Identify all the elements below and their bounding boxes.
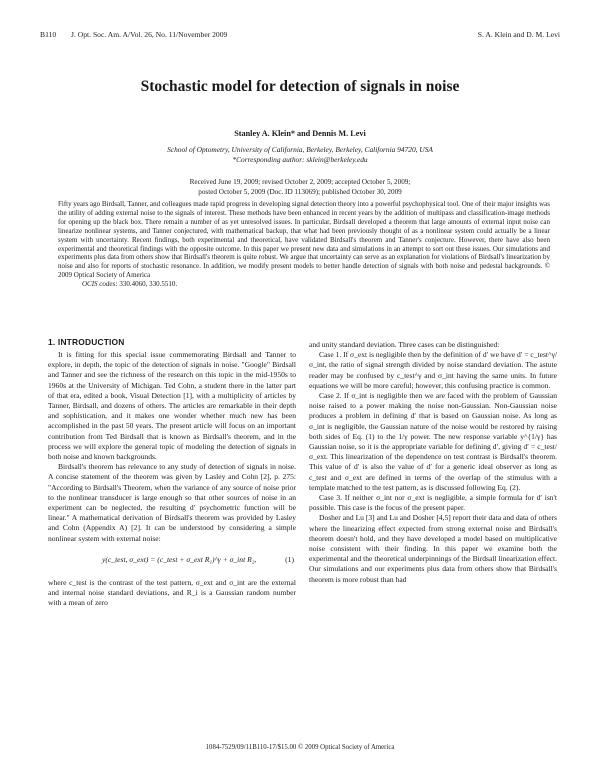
corresponding-author: *Corresponding author: sklein@berkeley.edu	[232, 154, 368, 164]
affiliation: School of Optometry, University of California, Berkeley, Berkeley, California 94720, USA	[167, 145, 433, 154]
equation-number: (1)	[285, 554, 294, 564]
section-heading: 1. INTRODUCTION	[48, 337, 125, 347]
equation-body: y(c_test, σ_ext) = (c_test + σ_ext R₁)^γ + σ_int R₂,	[102, 554, 257, 564]
abstract	[58, 200, 550, 289]
publication-dates	[60, 178, 540, 197]
ocis-label: OCIS codes:	[82, 280, 118, 289]
abstract-text: Fifty years ago Birdsall, Tanner, and colleagues made rapid progress in developing signal detection theory into a powerful psychophysical tool. One of their major insights was the utility of adding external noise to the signals of interest. These methods have been enhanced in recent years by the addition of multipass and classification-image methods for opening up the black box. There remain a number of as yet unresolved issues. In particular, Birdsall developed a theorem that large amounts of external input noise can linearize nonlinear systems, and Tanner conjectured, with mathematical backup, that what had been previously thought of as a nonlinear system could actually be a linear system with uncertainty. Recent findings, both experimental and theoretical, have validated Birdsall's theorem and Tanner's conjecture. However, there have also been experimental and theoretical findings with the opposite outcome. In this paper we present new data and simulations in an attempt to sort out these issues. Our simulations and experiments plus data from others show that Birdsall's theorem is quite robust. We argue that uncertainty can serve as an explanation for violations of Birdsall's linearization by noise and also for reports of stochastic resonance. In addition, we modify present models to better handle detection of signals with both noise and pedestal backgrounds. © 2009 Optical Society of America	[58, 200, 550, 280]
right-column	[309, 340, 557, 585]
paragraph: Dosher and Lu [3] and Lu and Dosher [4,5] report their data and data of others where the linearizing effect expected from strong external noise and Birdsall's theorem doesn't hold, and they have developed a model based on multiplicative noise consistent with their finding. In this paper we examine both the experimental and the theoretical underpinnings of the Birdsall linearization effect. Our simulations and our experiments plus data from others show that Birdsall's theorem is more robust than had	[309, 513, 557, 584]
article-title: Stochastic model for detection of signals in noise	[140, 78, 460, 95]
dates-line-2: posted October 5, 2009 (Doc. ID 113069); published October 30, 2009	[198, 187, 402, 196]
paragraph: where c_test is the contrast of the test pattern, σ_ext and σ_int are the external and internal noise standard deviations, and R_i is a Gaussian random number with a mean of zero	[48, 577, 296, 608]
author-list: Stanley A. Klein* and Dennis M. Levi	[234, 129, 366, 138]
copyright-footer: 1084-7529/09/11B110-17/$15.00 © 2009 Optical Society of America	[205, 744, 395, 751]
paragraph: Case 3. If neither σ_int nor σ_ext is negligible, a simple formula for d′ isn't possible. This case is the focus of the present paper.	[309, 493, 557, 513]
equation-1	[48, 550, 296, 572]
page-number: B110	[40, 30, 57, 39]
paragraph: Birdsall's theorem has relevance to any study of detection of signals in noise. A concise statement of the theorem was given by Lasley and Cohn [2], p. 275: "According to Birdsall's Theorem, when the variance of any source of noise prior to the nonlinear transducer is large enough so that other sources of noise in an experiment can be neglected, the resulting d′ psychometric function will be linear." A mathematical derivation of Birdsall's theorem was provided by Lasley and Cohn (Appendix A) [2]. It can be understood by considering a simple nonlinear system with external noise:	[48, 462, 296, 543]
paragraph: and unity standard deviation. Three cases can be distinguished:	[309, 340, 500, 349]
paragraph: Case 1. If σ_ext is negligible then by the definition of d′ we have d′ = c_test^γ/σ_int, the ratio of signal strength divided by noise standard deviation. The astute reader may be confused by c_test^γ and σ_int having the same units. In future equations we will be more careful; however, this confusing practice is common.	[309, 350, 557, 390]
ocis-values: 330.4060, 330.5510.	[119, 280, 178, 289]
ocis-codes	[58, 280, 550, 289]
paragraph: It is fitting for this special issue commemorating Birdsall and Tanner to explore, in depth, the topic of the detection of signals in noise. "Google" Birdsall and Tanner and see the richness of the research on this topic in the mid-1950s to 1960s at the University of Michigan. Ted Cohn, a student there in the latter part of that era, edited a book, Visual Detection [1], with a multiplicity of articles by Tanner, Birdsall, and dozens of others. The articles are remarkable in their depth and sophistication, and it makes one wonder whether much new has been accomplished in the past 50 years. The present article will focus on an important contribution from Ted Birdsall that is known as Birdsall's theorem, and in the process we will explore the general topic of modeling the detection of signals in both noise and known backgrounds.	[48, 350, 296, 462]
dates-line-1: Received June 19, 2009; revised October 2, 2009; accepted October 5, 2009;	[189, 178, 411, 186]
running-authors: S. A. Klein and D. M. Levi	[477, 30, 560, 39]
paragraph: Case 2. If σ_int is negligible then we are faced with the problem of Gaussian noise raised to a power making the noise non-Gaussian. Non-Gaussian noise produces a problem in defining d′ that is based on Gaussian noise. As long as σ_int is negligible, the Gaussian nature of the noise would be restored by raising both sides of Eq. (1) to the 1/γ power. The new response variable y^{1/γ} has Gaussian noise, so it is the appropriate variable for defining d′, giving d′ = c_test/σ_ext. This linearization of the dependence on test contrast is Birdsall's theorem. This value of d′ is also the value of d′ for a generic ideal observer as long as c_test and σ_ext are defined in terms of the overlap of the stimulus with a template matched to the test pattern, as is discussed following Eq. (2).	[309, 391, 557, 492]
left-column	[48, 350, 296, 608]
affiliation-block	[40, 145, 560, 164]
journal-citation: J. Opt. Soc. Am. A/Vol. 26, No. 11/November 2009	[71, 30, 228, 39]
